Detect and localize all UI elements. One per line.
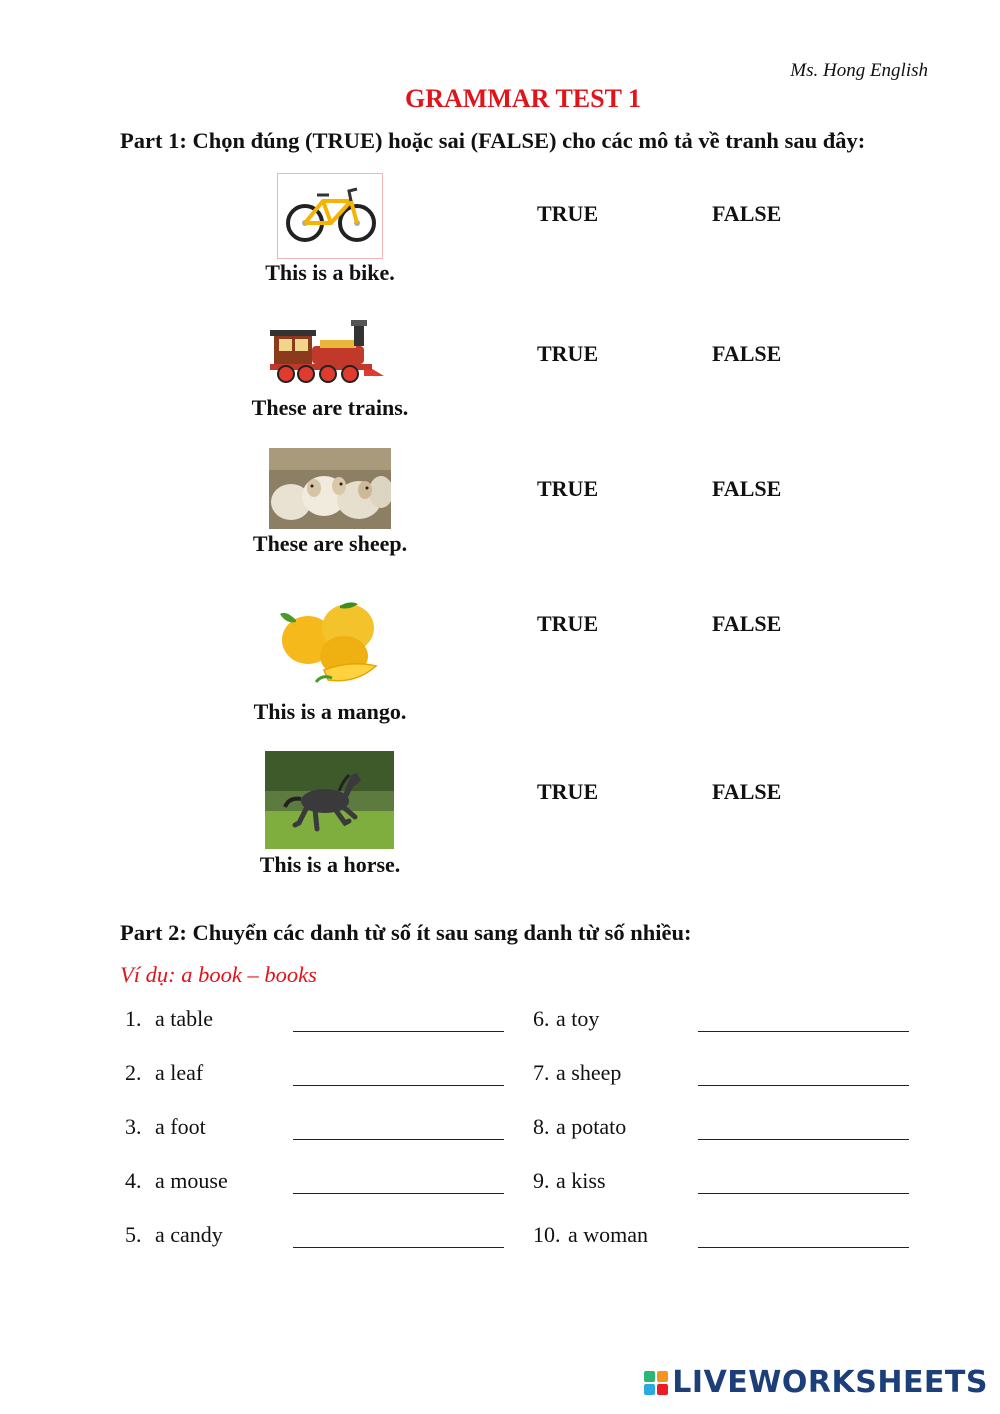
caption-1: This is a bike. [265, 260, 395, 285]
item-word: a foot [155, 1114, 206, 1139]
answer-blank-1[interactable] [293, 1005, 504, 1032]
answer-blank-10[interactable] [698, 1221, 909, 1248]
logo-text: LIVEWORKSHEETS [672, 1365, 988, 1400]
item-number: 9. [533, 1168, 550, 1193]
item-number: 7. [533, 1060, 550, 1085]
part1-heading: Part 1: Chọn đúng (TRUE) hoặc sai (FALSE) cho các mô tả về tranh sau đây: [120, 128, 866, 153]
answer-blank-2[interactable] [293, 1059, 504, 1086]
item-number: 8. [533, 1114, 550, 1139]
item-number: 4. [125, 1168, 142, 1193]
logo-square-icon [657, 1371, 668, 1382]
caption-3: These are sheep. [252, 531, 408, 556]
bicycle-picture [277, 173, 383, 259]
logo-square-icon [644, 1371, 655, 1382]
item-word: a candy [155, 1222, 223, 1247]
item-word: a woman [568, 1222, 649, 1247]
false-option-1[interactable]: FALSE [712, 201, 782, 226]
caption-4: This is a mango. [253, 699, 407, 724]
part2-example: Ví dụ: a book – books [120, 962, 317, 987]
logo-square-icon [644, 1384, 655, 1395]
author-credit: Ms. Hong English [790, 60, 928, 81]
sheep-picture [269, 448, 391, 529]
caption-2: These are trains. [251, 395, 409, 420]
part2-heading: Part 2: Chuyển các danh từ số ít sau sang danh từ số nhiều: [120, 920, 692, 945]
answer-blank-4[interactable] [293, 1167, 504, 1194]
item-word: a sheep [556, 1060, 622, 1085]
item-number: 6. [533, 1006, 550, 1031]
answer-blank-8[interactable] [698, 1113, 909, 1140]
item-word: a leaf [155, 1060, 204, 1085]
item-number: 5. [125, 1222, 142, 1247]
false-option-4[interactable]: FALSE [712, 611, 782, 636]
true-option-1[interactable]: TRUE [537, 201, 599, 226]
answer-blank-3[interactable] [293, 1113, 504, 1140]
train-picture [270, 320, 386, 384]
true-option-2[interactable]: TRUE [537, 341, 599, 366]
item-number: 10. [533, 1222, 561, 1247]
liveworksheets-logo [644, 1365, 988, 1400]
false-option-3[interactable]: FALSE [712, 476, 782, 501]
item-word: a mouse [155, 1168, 228, 1193]
true-option-5[interactable]: TRUE [537, 779, 599, 804]
false-option-2[interactable]: FALSE [712, 341, 782, 366]
logo-square-icon [657, 1384, 668, 1395]
item-word: a toy [556, 1006, 600, 1031]
answer-blank-5[interactable] [293, 1221, 504, 1248]
item-word: a table [155, 1006, 214, 1031]
item-number: 3. [125, 1114, 142, 1139]
horse-picture [265, 751, 394, 849]
caption-5: This is a horse. [259, 852, 401, 877]
item-number: 1. [125, 1006, 142, 1031]
answer-blank-7[interactable] [698, 1059, 909, 1086]
answer-blank-9[interactable] [698, 1167, 909, 1194]
item-number: 2. [125, 1060, 142, 1085]
page-title: GRAMMAR TEST 1 [405, 84, 641, 113]
item-word: a kiss [556, 1168, 606, 1193]
mango-picture [276, 600, 382, 688]
logo-mark-icon [644, 1371, 668, 1395]
item-word: a potato [556, 1114, 627, 1139]
true-option-4[interactable]: TRUE [537, 611, 599, 636]
false-option-5[interactable]: FALSE [712, 779, 782, 804]
true-option-3[interactable]: TRUE [537, 476, 599, 501]
answer-blank-6[interactable] [698, 1005, 909, 1032]
